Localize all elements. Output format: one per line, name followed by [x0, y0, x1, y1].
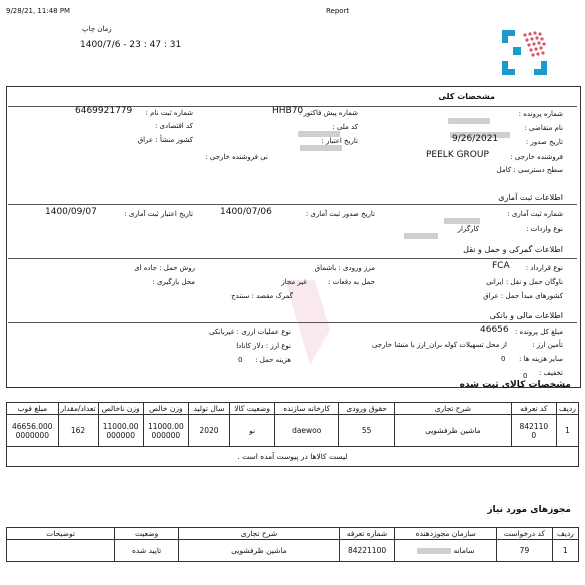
contract-type-value: FCA — [492, 261, 510, 271]
goods-cell: ماشین ظرفشویی — [395, 415, 512, 447]
total-amount-label: مبلغ کل پرونده : — [514, 328, 563, 336]
validity-date-label: تاریخ اعتبار : — [321, 137, 358, 145]
col-row: ردیف — [552, 528, 578, 540]
shipping-cost-label: هزینه حمل : — [255, 356, 291, 364]
destination-customs: گمرک مقصد : سنندج — [231, 292, 293, 300]
goods-cell: 2020 — [188, 415, 229, 447]
registration-number-label: شماره ثبت نام : — [145, 109, 193, 117]
issue-date-label: تاریخ صدور : — [525, 138, 563, 146]
finance-section-title: اطلاعات مالی و بانکی — [489, 311, 563, 320]
stat-validity-date-label: تاریخ اعتبار ثبت آماری : — [124, 210, 193, 218]
applicant-name-label: نام متقاضی : — [524, 124, 563, 132]
goods-cell: 842110 0 — [511, 415, 556, 447]
general-section-title: مشخصات کلی — [438, 92, 495, 101]
fleet: ناوگان حمل و نقل : ایرانی — [486, 278, 563, 286]
permit-cell — [395, 540, 497, 562]
partial-shipment-label: حمل به دفعات : — [328, 278, 375, 286]
col-net-weight: وزن خالص — [143, 403, 188, 415]
col-fob: مبلغ فوب — [7, 403, 59, 415]
proforma-number-value: HHB70 — [272, 106, 304, 116]
goods-footer-note: لیست کالاها در پیوست آمده است . — [7, 447, 579, 467]
table-footer-row — [7, 447, 579, 467]
entry-border: مرز ورودی : باشماق — [314, 264, 375, 272]
import-type-label: نوع واردات : — [526, 225, 563, 233]
fx-supply-label: تأمین ارز : — [532, 341, 563, 349]
col-tariff-number: شماره تعرفه — [339, 528, 395, 540]
goods-table — [6, 402, 579, 467]
col-manufacturer: کارخانه سازنده — [275, 403, 339, 415]
col-duties: حقوق ورودی — [339, 403, 395, 415]
origin-countries: کشورهای مبدأ حمل : عراق — [483, 292, 563, 300]
col-tariff: کد تعرفه — [511, 403, 556, 415]
permits-section-title: مجوزهای مورد نیاز — [487, 505, 571, 515]
table-row — [7, 540, 579, 562]
permit-cell: 84221100 — [339, 540, 395, 562]
foreign-seller-value: PEELK GROUP — [426, 150, 489, 160]
other-costs-value: 0 — [501, 355, 506, 363]
permit-org-name: سامانه — [453, 546, 475, 555]
foreign-seller-label: فروشنده خارجی : — [510, 153, 563, 161]
import-type-value: کارگزار — [457, 225, 479, 233]
permit-cell: ماشین ظرفشویی — [179, 540, 340, 562]
goods-cell: daewoo — [275, 415, 339, 447]
stat-issue-date-label: تاریخ صدور ثبت آماری : — [305, 210, 375, 218]
table-row — [7, 415, 579, 447]
permits-header-row — [7, 528, 579, 540]
col-condition: وضعیت کالا — [229, 403, 274, 415]
goods-header-row — [7, 403, 579, 415]
goods-cell: نو — [229, 415, 274, 447]
print-time-label: زمان چاپ — [82, 25, 112, 33]
discount-label: تخفیف : — [539, 369, 563, 377]
col-row: ردیف — [556, 403, 578, 415]
goods-cell: 55 — [339, 415, 395, 447]
other-costs-label: سایر هزینه ها : — [518, 355, 563, 363]
print-datetime: 9/28/21, 11:48 PM — [6, 7, 71, 15]
file-number-label: شماره پرونده : — [518, 110, 563, 118]
permit-cell: تایید شده — [115, 540, 179, 562]
col-issuing-org: سازمان مجوزدهنده — [395, 528, 497, 540]
col-gross-weight: وزن ناخالص — [98, 403, 143, 415]
permits-table — [6, 527, 579, 562]
economic-code-label: کد اقتصادی : — [154, 122, 193, 130]
goods-cell: 1 — [556, 415, 578, 447]
discount-value: 0 — [523, 372, 528, 380]
fx-supply-value: از محل تسهیلات کوله بران_ارز با منشا خارجی — [371, 341, 507, 349]
currency-type: نوع ارز : دلار کانادا — [236, 342, 291, 350]
goods-cell: 11000.00 000000 — [143, 415, 188, 447]
report-title: Report — [326, 7, 350, 15]
goods-cell: 162 — [58, 415, 98, 447]
registration-number-value: 6469921779 — [75, 106, 133, 116]
print-time-value: 1400/7/6 - 23 : 47 : 31 — [80, 40, 182, 50]
col-description: شرح تجاری — [179, 528, 340, 540]
permit-cell: 1 — [552, 540, 578, 562]
company-logo — [497, 25, 552, 80]
goods-cell: 11000.00 000000 — [98, 415, 143, 447]
transport-method: روش حمل : جاده ای — [134, 264, 195, 272]
customs-section-title: اطلاعات گمرکی و حمل و نقل — [463, 245, 563, 254]
access-level: سطح دسترسی : کامل — [496, 166, 563, 174]
proforma-number-label: شماره پیش فاکتور : — [298, 109, 358, 117]
validity-date-value — [300, 137, 342, 156]
origin-country: کشور منشأ : عراق — [137, 136, 193, 144]
col-quantity: تعداد/مقدار — [58, 403, 98, 415]
permit-cell: 79 — [497, 540, 553, 562]
issue-date-value: 9/26/2021 — [452, 134, 499, 144]
col-status: وضعیت — [115, 528, 179, 540]
col-request-code: کد درخواست — [497, 528, 553, 540]
contract-type-label: نوع قرارداد : — [525, 264, 563, 272]
stat-number-label: شماره ثبت آماری : — [507, 210, 563, 218]
col-notes: توضیحات — [7, 528, 115, 540]
fx-operation: نوع عملیات ارزی : غیربانکی — [209, 328, 291, 336]
loading-place: محل بارگیری : — [152, 278, 195, 286]
stat-validity-date-value: 1400/09/07 — [45, 207, 97, 217]
partial-shipment-value: غیر مجاز — [281, 278, 307, 286]
statistics-section-title: اطلاعات ثبت آماری — [498, 193, 563, 202]
goods-section-title: مشخصات کالای ثبت شده — [459, 380, 571, 390]
redacted-mark — [417, 548, 451, 554]
total-amount-value: 46656 — [480, 325, 509, 335]
col-description: شرح تجاری — [395, 403, 512, 415]
col-year: سال تولید — [188, 403, 229, 415]
shipping-cost-value: 0 — [238, 356, 243, 364]
permit-cell — [7, 540, 115, 562]
foreign-sellers-label: نی فروشنده خارجی : — [205, 153, 268, 161]
import-type-extra — [404, 225, 438, 244]
national-id-label: کد ملی : — [332, 123, 358, 131]
stat-issue-date-value: 1400/07/06 — [220, 207, 272, 217]
goods-cell: 46656.000 0000000 — [7, 415, 59, 447]
